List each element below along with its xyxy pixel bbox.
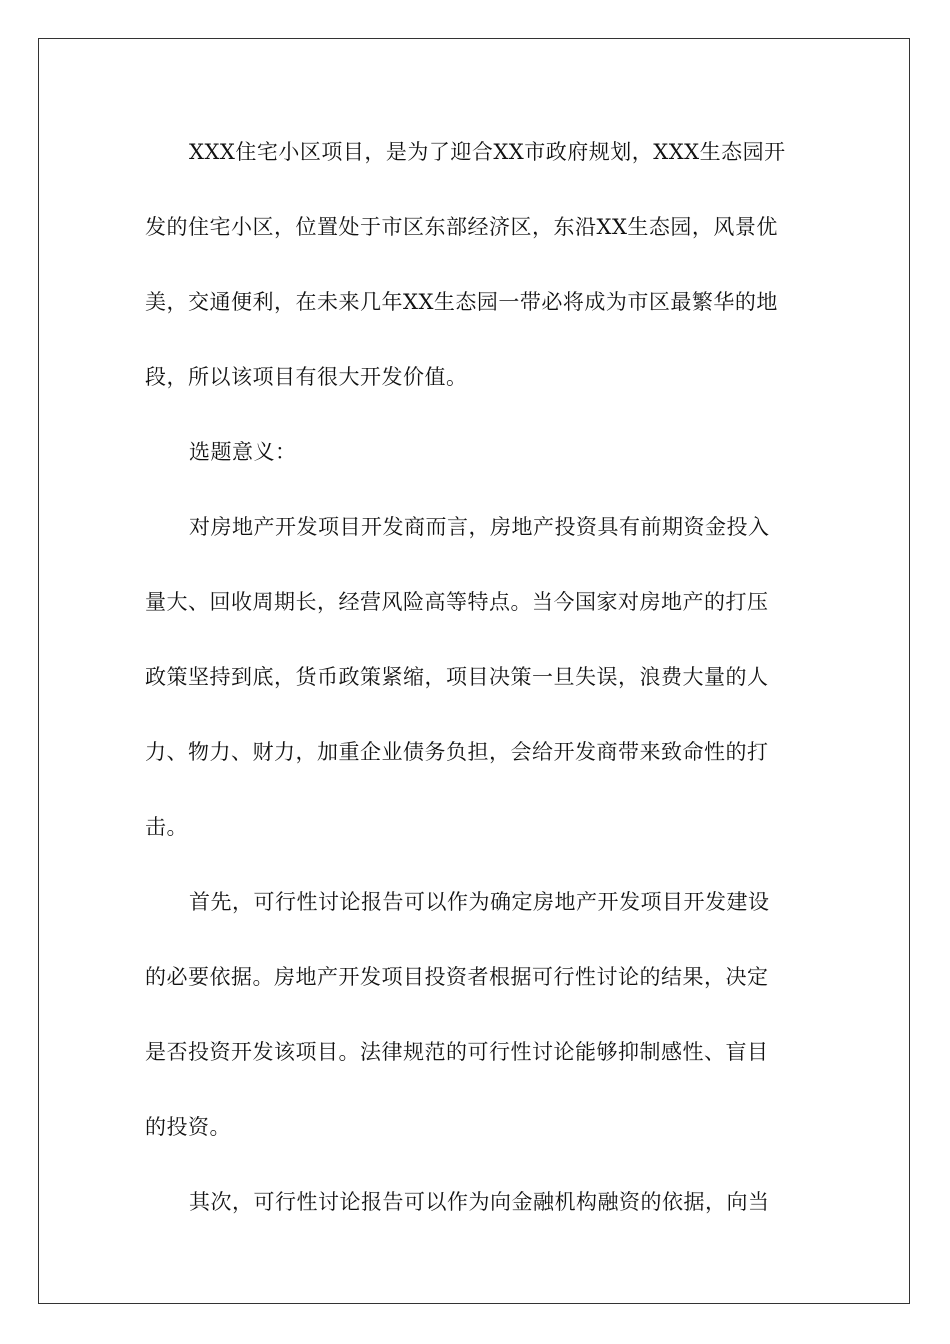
paragraph-2-line-5: 击。 — [145, 815, 188, 839]
section-heading: 选题意义： — [189, 440, 297, 464]
paragraph-3-line-1: 首先，可行性讨论报告可以作为确定房地产开发项目开发建设 — [189, 890, 770, 914]
paragraph-1-line-1: XXX住宅小区项目，是为了迎合XX市政府规划，XXX生态园开 — [189, 140, 786, 164]
paragraph-1-line-3: 美，交通便利，在未来几年XX生态园一带必将成为市区最繁华的地 — [145, 290, 778, 314]
paragraph-2-line-3: 政策坚持到底，货币政策紧缩，项目决策一旦失误，浪费大量的人 — [145, 665, 769, 689]
paragraph-1-line-4: 段，所以该项目有很大开发价值。 — [145, 365, 468, 389]
paragraph-2-line-1: 对房地产开发项目开发商而言，房地产投资具有前期资金投入 — [189, 515, 770, 539]
paragraph-3-line-3: 是否投资开发该项目。法律规范的可行性讨论能够抑制感性、盲目 — [145, 1040, 769, 1064]
paragraph-4-line-1: 其次，可行性讨论报告可以作为向金融机构融资的依据，向当 — [189, 1190, 770, 1214]
paragraph-3-line-4: 的投资。 — [145, 1115, 231, 1139]
paragraph-1-line-2: 发的住宅小区，位置处于市区东部经济区，东沿XX生态园，风景优 — [145, 215, 778, 239]
paragraph-2-line-2: 量大、回收周期长，经营风险高等特点。当今国家对房地产的打压 — [145, 590, 769, 614]
paragraph-2-line-4: 力、物力、财力，加重企业债务负担，会给开发商带来致命性的打 — [145, 740, 769, 764]
paragraph-3-line-2: 的必要依据。房地产开发项目投资者根据可行性讨论的结果，决定 — [145, 965, 769, 989]
